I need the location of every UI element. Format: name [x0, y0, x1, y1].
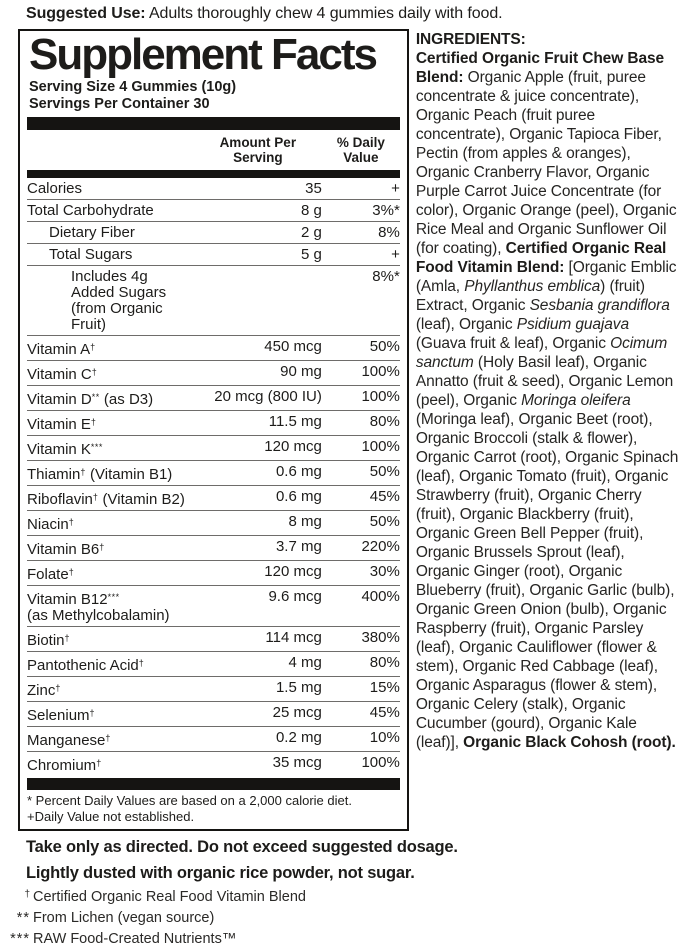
table-header	[27, 130, 400, 170]
table-row	[27, 243, 400, 265]
ingredients-run: (Guava fruit & leaf), Organic	[415, 335, 611, 352]
ingredients-bold-run: INGREDIENTS:	[415, 31, 526, 48]
nutrient-name: Vitamin E†	[27, 415, 97, 433]
nutrient-name: Vitamin D** (as D3)	[27, 390, 154, 408]
nutrient-amount: 90 mg	[280, 362, 322, 380]
nutrient-amount: 120 mcg	[264, 562, 322, 580]
table-row	[27, 199, 400, 221]
ingredients-italic-run: Sesbania grandiflora	[529, 297, 670, 314]
nutrient-daily-value: 50%	[369, 462, 400, 480]
table-row	[27, 560, 400, 585]
nutrient-amount: 8 g	[300, 201, 322, 219]
nutrient-amount: 114 mcg	[265, 628, 322, 646]
nutrient-daily-value: +	[391, 179, 400, 197]
legend-marker: ***	[10, 931, 30, 947]
legend-line	[0, 932, 679, 947]
thick-divider-top	[27, 117, 400, 130]
table-row	[27, 676, 400, 701]
usage-statement: Lightly dusted with organic rice powder, not sugar.	[26, 864, 415, 882]
table-row	[27, 385, 400, 410]
ingredients-italic-run: Phyllanthus emblica	[464, 278, 601, 295]
nutrient-daily-value: 80%	[369, 412, 400, 430]
table-row	[27, 410, 400, 435]
nutrient-amount: 120 mcg	[264, 437, 322, 455]
nutrient-daily-value: 100%	[361, 387, 400, 405]
nutrient-amount: 450 mcg	[264, 337, 322, 355]
legend-marker: †	[24, 889, 30, 900]
nutrient-daily-value: 380%	[361, 628, 400, 646]
nutrient-daily-value: 15%	[369, 678, 400, 696]
nutrient-amount: 35 mcg	[272, 753, 322, 771]
table-row	[27, 701, 400, 726]
table-row	[27, 726, 400, 751]
footnote-line: * Percent Daily Values are based on a 2,000 calorie diet.	[27, 793, 352, 808]
nutrient-daily-value: 80%	[369, 653, 400, 671]
facts-rows	[27, 178, 400, 776]
nutrient-name: Thiamin† (Vitamin B1)	[27, 465, 173, 483]
nutrient-daily-value: +	[391, 245, 400, 263]
nutrient-amount: 2 g	[300, 223, 322, 241]
nutrient-name: Vitamin C†	[27, 365, 98, 383]
nutrient-name: Vitamin A†	[27, 340, 96, 358]
nutrient-name: Vitamin B12*** (as Methylcobalamin)	[27, 590, 170, 624]
supplement-facts-panel	[18, 29, 409, 831]
table-row	[27, 360, 400, 385]
nutrient-amount: 0.2 mg	[275, 728, 322, 746]
ingredients-bold-run: Certified Organic Real Food Vitamin Blend:	[415, 240, 667, 276]
table-row	[27, 460, 400, 485]
servings-per-container: Servings Per Container 30	[29, 96, 210, 112]
table-row	[27, 265, 400, 335]
nutrient-daily-value: 8%	[378, 223, 400, 241]
nutrient-daily-value: 400%	[361, 587, 400, 605]
nutrient-amount: 3.7 mg	[275, 537, 322, 555]
nutrient-amount: 35	[305, 179, 322, 197]
legend	[0, 890, 679, 947]
nutrient-daily-value: 100%	[361, 753, 400, 771]
nutrient-name: Folate†	[27, 565, 75, 583]
serving-size: Serving Size 4 Gummies (10g)	[29, 79, 237, 95]
nutrient-daily-value: 100%	[361, 362, 400, 380]
legend-text: RAW Food-Created Nutrients™	[33, 931, 237, 947]
thick-divider-bottom	[27, 778, 400, 790]
legend-text: From Lichen (vegan source)	[33, 910, 215, 926]
nutrient-daily-value: 8%*	[372, 267, 400, 285]
nutrient-name: Includes 4g Added Sugars (from Organic Fruit)	[71, 267, 167, 333]
nutrient-name: Biotin†	[27, 631, 71, 649]
ingredients-italic-run: Moringa oleifera	[521, 392, 631, 409]
suggested-use-text: Adults thoroughly chew 4 gummies daily with food.	[145, 5, 503, 22]
nutrient-name: Vitamin B6†	[27, 540, 105, 558]
amount-column-header: Amount Per Serving	[219, 135, 297, 165]
nutrient-name: Dietary Fiber	[49, 223, 135, 241]
nutrient-amount: 0.6 mg	[275, 487, 322, 505]
ingredients-run: Organic Apple (fruit, puree concentrate & juice concentrate), Organic Peach (fruit puree concentrate), Organic Tapioca Fiber, Pectin (from apples & oranges), Organic Cranberry Flavor, Organic Purple Carrot Juice Concentrate (for color), Organic Orange (peel), Organic Rice Meal and Organic Sunflower Oil (for coating),	[415, 69, 677, 257]
legend-line	[0, 911, 679, 926]
nutrient-daily-value: 10%	[369, 728, 400, 746]
table-row	[27, 435, 400, 460]
nutrient-daily-value: 45%	[369, 703, 400, 721]
nutrient-amount: 8 mg	[288, 512, 322, 530]
nutrient-name: Zinc†	[27, 681, 61, 699]
legend-line	[0, 890, 679, 905]
nutrient-daily-value: 100%	[361, 437, 400, 455]
nutrient-daily-value: 50%	[369, 512, 400, 530]
table-row	[27, 751, 400, 776]
ingredients-column	[416, 29, 679, 752]
legend-marker: **	[16, 910, 30, 926]
nutrient-amount: 4 mg	[288, 653, 322, 671]
ingredients-run: [Organic Emblic (Amla,	[415, 259, 677, 295]
table-row	[27, 221, 400, 243]
nutrient-amount: 11.5 mg	[268, 412, 322, 430]
ingredients-italic-run: Ocimum sanctum	[415, 335, 668, 371]
panel-footnotes	[27, 790, 400, 824]
table-row	[27, 485, 400, 510]
nutrient-amount: 1.5 mg	[275, 678, 322, 696]
nutrient-daily-value: 220%	[361, 537, 400, 555]
nutrient-amount: 9.6 mcg	[268, 587, 322, 605]
usage-statements	[26, 838, 679, 882]
ingredients-bold-run: Certified Organic Fruit Chew Base Blend:	[415, 50, 665, 86]
footnote-line: +Daily Value not established.	[27, 808, 195, 824]
ingredients-run: ) (fruit) Extract, Organic	[415, 278, 645, 314]
nutrient-amount: 5 g	[300, 245, 322, 263]
nutrient-daily-value: 45%	[369, 487, 400, 505]
ingredients-run: (Moringa leaf), Organic Beet (root), Organic Broccoli (stalk & flower), Organic Carrot (root), Organic Spinach (leaf), Organic Tomato (fruit), Organic Strawberry (fruit), Organic Cherry (fruit), Organic Blackberry (fruit), Organic Green Bell Pepper (fruit), Organic Brussels Sprout (leaf), Organic Ginger (root), Organic Blueberry (fruit), Organic Garlic (bulb), Organic Green Onion (bulb), Organic Raspberry (fruit), Organic Parsley (leaf), Organic Cauliflower (flower & stem), Organic Red Cabbage (leaf), Organic Asparagus (flower & stem), Organic Celery (stalk), Organic Cucumber (gourd), Organic Kale (leaf)],	[415, 411, 679, 751]
nutrient-name: Total Sugars	[49, 245, 133, 263]
nutrient-name: Chromium†	[27, 756, 102, 774]
nutrient-daily-value: 3%*	[372, 201, 400, 219]
ingredients-run: (Holy Basil leaf), Organic Annatto (fruit & seed), Organic Lemon (peel), Organic	[415, 354, 674, 409]
table-row	[27, 510, 400, 535]
nutrient-daily-value: 50%	[369, 337, 400, 355]
ingredients-italic-run: Psidium guajava	[516, 316, 629, 333]
nutrient-amount: 20 mcg (800 IU)	[214, 387, 322, 405]
nutrient-name: Total Carbohydrate	[27, 201, 154, 219]
ingredients-run: (leaf), Organic	[415, 316, 517, 333]
legend-text: Certified Organic Real Food Vitamin Blend	[33, 889, 306, 905]
suggested-use-line	[0, 0, 679, 29]
dv-column-header: % Daily Value	[336, 135, 385, 165]
table-row	[27, 335, 400, 360]
table-row	[27, 535, 400, 560]
ingredients-bold-run: Organic Black Cohosh (root).	[463, 734, 676, 751]
table-row	[27, 651, 400, 676]
nutrient-name: Riboflavin† (Vitamin B2)	[27, 490, 185, 508]
nutrient-name: Niacin†	[27, 515, 75, 533]
usage-statement: Take only as directed. Do not exceed suggested dosage.	[26, 838, 458, 856]
table-row	[27, 178, 400, 199]
table-row	[27, 585, 400, 626]
nutrient-daily-value: 30%	[369, 562, 400, 580]
medium-divider	[27, 170, 400, 178]
label-content	[0, 29, 679, 831]
nutrient-name: Manganese†	[27, 731, 111, 749]
ingredients-text	[416, 30, 679, 752]
nutrient-name: Vitamin K***	[27, 440, 103, 458]
table-row	[27, 626, 400, 651]
suggested-use-label: Suggested Use:	[26, 5, 146, 22]
nutrient-amount: 25 mcg	[272, 703, 322, 721]
nutrient-name: Pantothenic Acid†	[27, 656, 145, 674]
nutrient-name: Selenium†	[27, 706, 96, 724]
panel-title: Supplement Facts	[29, 30, 376, 79]
nutrient-name: Calories	[27, 179, 83, 197]
nutrient-amount: 0.6 mg	[275, 462, 322, 480]
